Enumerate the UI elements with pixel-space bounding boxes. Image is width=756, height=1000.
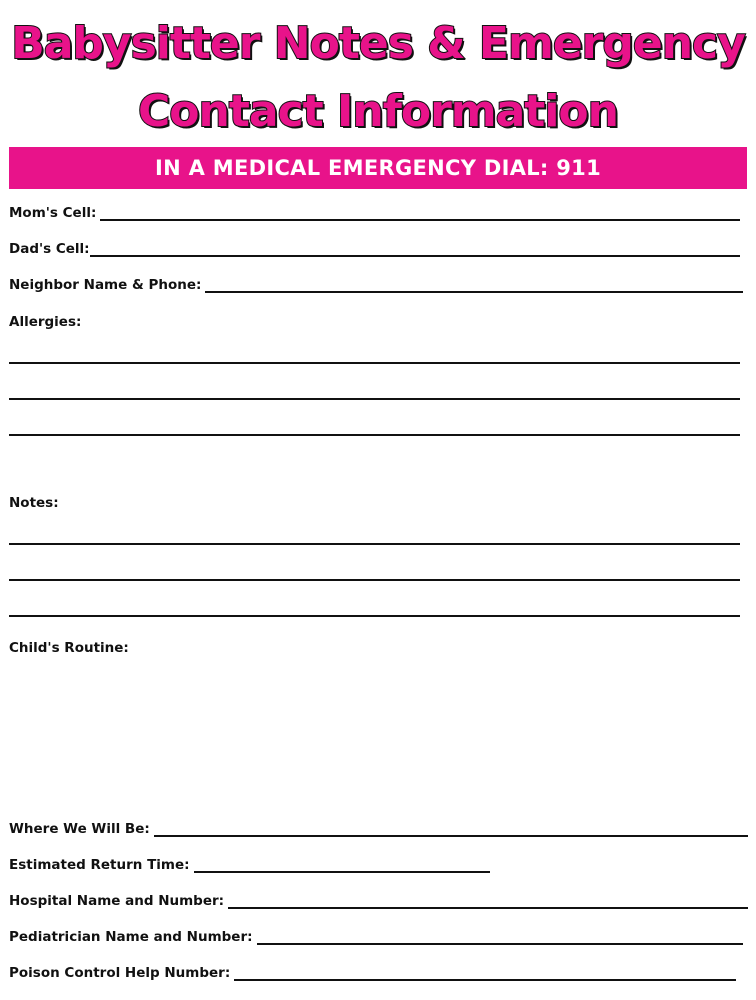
- allergies-line-1[interactable]: [9, 362, 740, 364]
- neighbor-field: [9, 277, 743, 293]
- pediatrician-label: Pediatrician Name and Number:: [9, 929, 253, 945]
- notes-line-3[interactable]: [9, 615, 740, 617]
- return-time-input-line[interactable]: [194, 871, 490, 873]
- dads-cell-field: [9, 241, 740, 257]
- title-line-1: Babysitter Notes & Emergency: [11, 18, 745, 69]
- where-field: [9, 821, 748, 837]
- poison-input-line[interactable]: [234, 979, 736, 981]
- hospital-label: Hospital Name and Number:: [9, 893, 225, 909]
- hospital-input-line[interactable]: [228, 907, 748, 909]
- allergies-line-2[interactable]: [9, 398, 740, 400]
- notes-line-2[interactable]: [9, 579, 740, 581]
- title-line-2: Contact Information: [138, 86, 618, 137]
- moms-cell-input-line[interactable]: [100, 219, 740, 221]
- pediatrician-input-line[interactable]: [257, 943, 743, 945]
- moms-cell-field: [9, 205, 740, 221]
- where-label: Where We Will Be:: [9, 821, 150, 837]
- poison-field: [9, 965, 736, 981]
- pediatrician-field: [9, 929, 743, 945]
- moms-cell-label: Mom's Cell:: [9, 205, 97, 221]
- notes-line-1[interactable]: [9, 543, 740, 545]
- return-time-field: [9, 857, 490, 873]
- hospital-field: [9, 893, 748, 909]
- neighbor-input-line[interactable]: [205, 291, 743, 293]
- return-time-label: Estimated Return Time:: [9, 857, 190, 873]
- dads-cell-label: Dad's Cell:: [9, 241, 90, 257]
- emergency-banner: IN A MEDICAL EMERGENCY DIAL: 911: [9, 147, 747, 189]
- allergies-label: Allergies:: [9, 314, 82, 330]
- notes-label: Notes:: [9, 495, 59, 511]
- poison-label: Poison Control Help Number:: [9, 965, 231, 981]
- allergies-line-3[interactable]: [9, 434, 740, 436]
- dads-cell-input-line[interactable]: [90, 255, 740, 257]
- where-input-line[interactable]: [154, 835, 748, 837]
- neighbor-label: Neighbor Name & Phone:: [9, 277, 202, 293]
- routine-label: Child's Routine:: [9, 640, 129, 656]
